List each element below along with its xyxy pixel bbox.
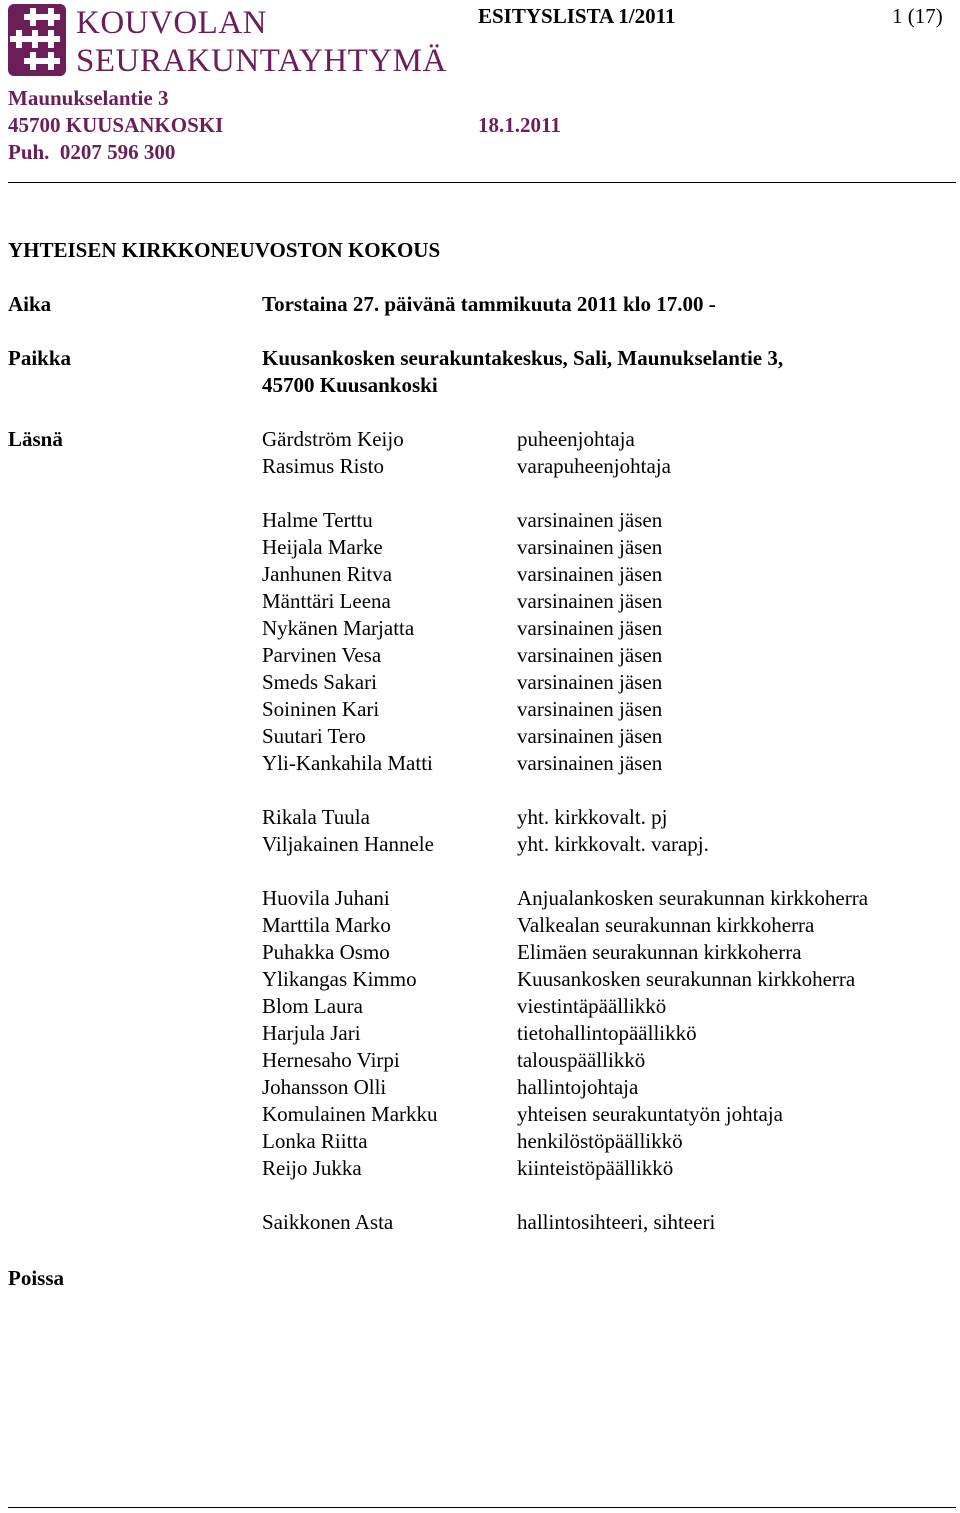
attendee-name: Rasimus Risto [262, 454, 384, 478]
footer-divider [8, 1507, 956, 1508]
absent-label: Poissa [8, 1266, 65, 1290]
address-street: Maunukselantie 3 [8, 86, 169, 110]
attendee-name: Johansson Olli [262, 1075, 387, 1099]
attendee-role: varsinainen jäsen [517, 508, 663, 532]
attendee-role: yht. kirkkovalt. varapj. [517, 832, 709, 856]
attendee-role: varsinainen jäsen [517, 751, 663, 775]
attendee-name: Hernesaho Virpi [262, 1048, 400, 1072]
attendee-row [0, 888, 960, 915]
attendee-role: varsinainen jäsen [517, 589, 663, 613]
attendee-name: Saikkonen Asta [262, 1210, 394, 1234]
attendee-row [0, 834, 960, 861]
cross-grid-icon [8, 4, 66, 76]
attendee-name: Parvinen Vesa [262, 643, 382, 667]
attendee-row [0, 1158, 960, 1185]
attendee-name: Komulainen Markku [262, 1102, 438, 1126]
attendee-role: puheenjohtaja [517, 427, 635, 451]
page-number: 1 (17) [892, 4, 943, 28]
attendee-row [0, 1050, 960, 1077]
time-value: Torstaina 27. päivänä tammikuuta 2011 klo 17.00 - [262, 292, 716, 316]
attendee-name: Rikala Tuula [262, 805, 370, 829]
attendee-role: kiinteistöpäällikkö [517, 1156, 674, 1180]
attendee-role: varsinainen jäsen [517, 724, 663, 748]
attendee-row [0, 807, 960, 834]
attendee-row [0, 996, 960, 1023]
present-label: Läsnä [8, 427, 63, 451]
attendee-role: varsinainen jäsen [517, 697, 663, 721]
attendee-role: varsinainen jäsen [517, 535, 663, 559]
attendee-name: Lonka Riitta [262, 1129, 368, 1153]
attendee-name: Gärdström Keijo [262, 427, 404, 451]
attendee-row [0, 753, 960, 780]
attendee-name: Yli-Kankahila Matti [262, 751, 433, 775]
attendee-name: Smeds Sakari [262, 670, 377, 694]
attendee-role: varsinainen jäsen [517, 643, 663, 667]
attendee-row [0, 915, 960, 942]
attendee-row [0, 726, 960, 753]
attendee-name: Huovila Juhani [262, 886, 390, 910]
document-type: ESITYSLISTA 1/2011 [478, 4, 676, 28]
attendee-role: henkilöstöpäällikkö [517, 1129, 683, 1153]
phone-number: Puh. 0207 596 300 [8, 140, 176, 164]
attendee-role: yht. kirkkovalt. pj [517, 805, 668, 829]
attendee-row [0, 564, 960, 591]
attendee-name: Nykänen Marjatta [262, 616, 415, 640]
attendee-name: Janhunen Ritva [262, 562, 393, 586]
attendee-role: yhteisen seurakuntatyön johtaja [517, 1102, 783, 1126]
attendee-name: Marttila Marko [262, 913, 391, 937]
attendee-name: Halme Terttu [262, 508, 373, 532]
header-divider [8, 182, 956, 183]
attendee-role: varsinainen jäsen [517, 562, 663, 586]
attendee-role: talouspäällikkö [517, 1048, 646, 1072]
attendee-name: Puhakka Osmo [262, 940, 390, 964]
attendee-role: tietohallintopäällikkö [517, 1021, 697, 1045]
attendee-row [0, 672, 960, 699]
attendee-role: varsinainen jäsen [517, 616, 663, 640]
attendee-name: Soininen Kari [262, 697, 380, 721]
attendee-name: Suutari Tero [262, 724, 366, 748]
attendee-name: Harjula Jari [262, 1021, 361, 1045]
attendee-role: Kuusankosken seurakunnan kirkkoherra [517, 967, 856, 991]
attendee-name: Blom Laura [262, 994, 363, 1018]
attendee-row [0, 645, 960, 672]
attendee-row [0, 1131, 960, 1158]
place-line2: 45700 Kuusankoski [262, 373, 438, 397]
attendee-row [0, 942, 960, 969]
meeting-title: YHTEISEN KIRKKONEUVOSTON KOKOUS [8, 238, 441, 262]
attendee-name: Ylikangas Kimmo [262, 967, 417, 991]
place-line1: Kuusankosken seurakuntakeskus, Sali, Maunukselantie 3, [262, 346, 784, 370]
document-date: 18.1.2011 [478, 113, 561, 137]
attendee-role: Elimäen seurakunnan kirkkoherra [517, 940, 802, 964]
logo-emblem [8, 4, 66, 76]
attendee-role: hallintojohtaja [517, 1075, 639, 1099]
attendee-row [0, 1104, 960, 1131]
attendee-row [0, 699, 960, 726]
attendee-role: varsinainen jäsen [517, 670, 663, 694]
attendee-role: Anjualankosken seurakunnan kirkkoherra [517, 886, 869, 910]
attendee-row [0, 618, 960, 645]
attendee-row [0, 969, 960, 996]
attendee-name: Reijo Jukka [262, 1156, 362, 1180]
attendee-role: Valkealan seurakunnan kirkkoherra [517, 913, 815, 937]
attendee-role: viestintäpäällikkö [517, 994, 667, 1018]
attendee-name: Viljakainen Hannele [262, 832, 434, 856]
logo-text-line2: SEURAKUNTAYHTYMÄ [76, 43, 447, 79]
place-label: Paikka [8, 346, 72, 370]
attendee-name: Heijala Marke [262, 535, 383, 559]
attendee-row [0, 1077, 960, 1104]
attendee-row [0, 1212, 960, 1239]
time-label: Aika [8, 292, 52, 316]
attendee-row [0, 510, 960, 537]
attendee-row [0, 429, 960, 456]
attendee-role: hallintosihteeri, sihteeri [517, 1210, 716, 1234]
logo-text-line1: KOUVOLAN [76, 5, 267, 41]
attendee-row [0, 537, 960, 564]
attendee-role: varapuheenjohtaja [517, 454, 671, 478]
attendee-row [0, 456, 960, 483]
attendee-name: Mänttäri Leena [262, 589, 391, 613]
attendee-row [0, 591, 960, 618]
address-postal: 45700 KUUSANKOSKI [8, 113, 224, 137]
attendee-row [0, 1023, 960, 1050]
